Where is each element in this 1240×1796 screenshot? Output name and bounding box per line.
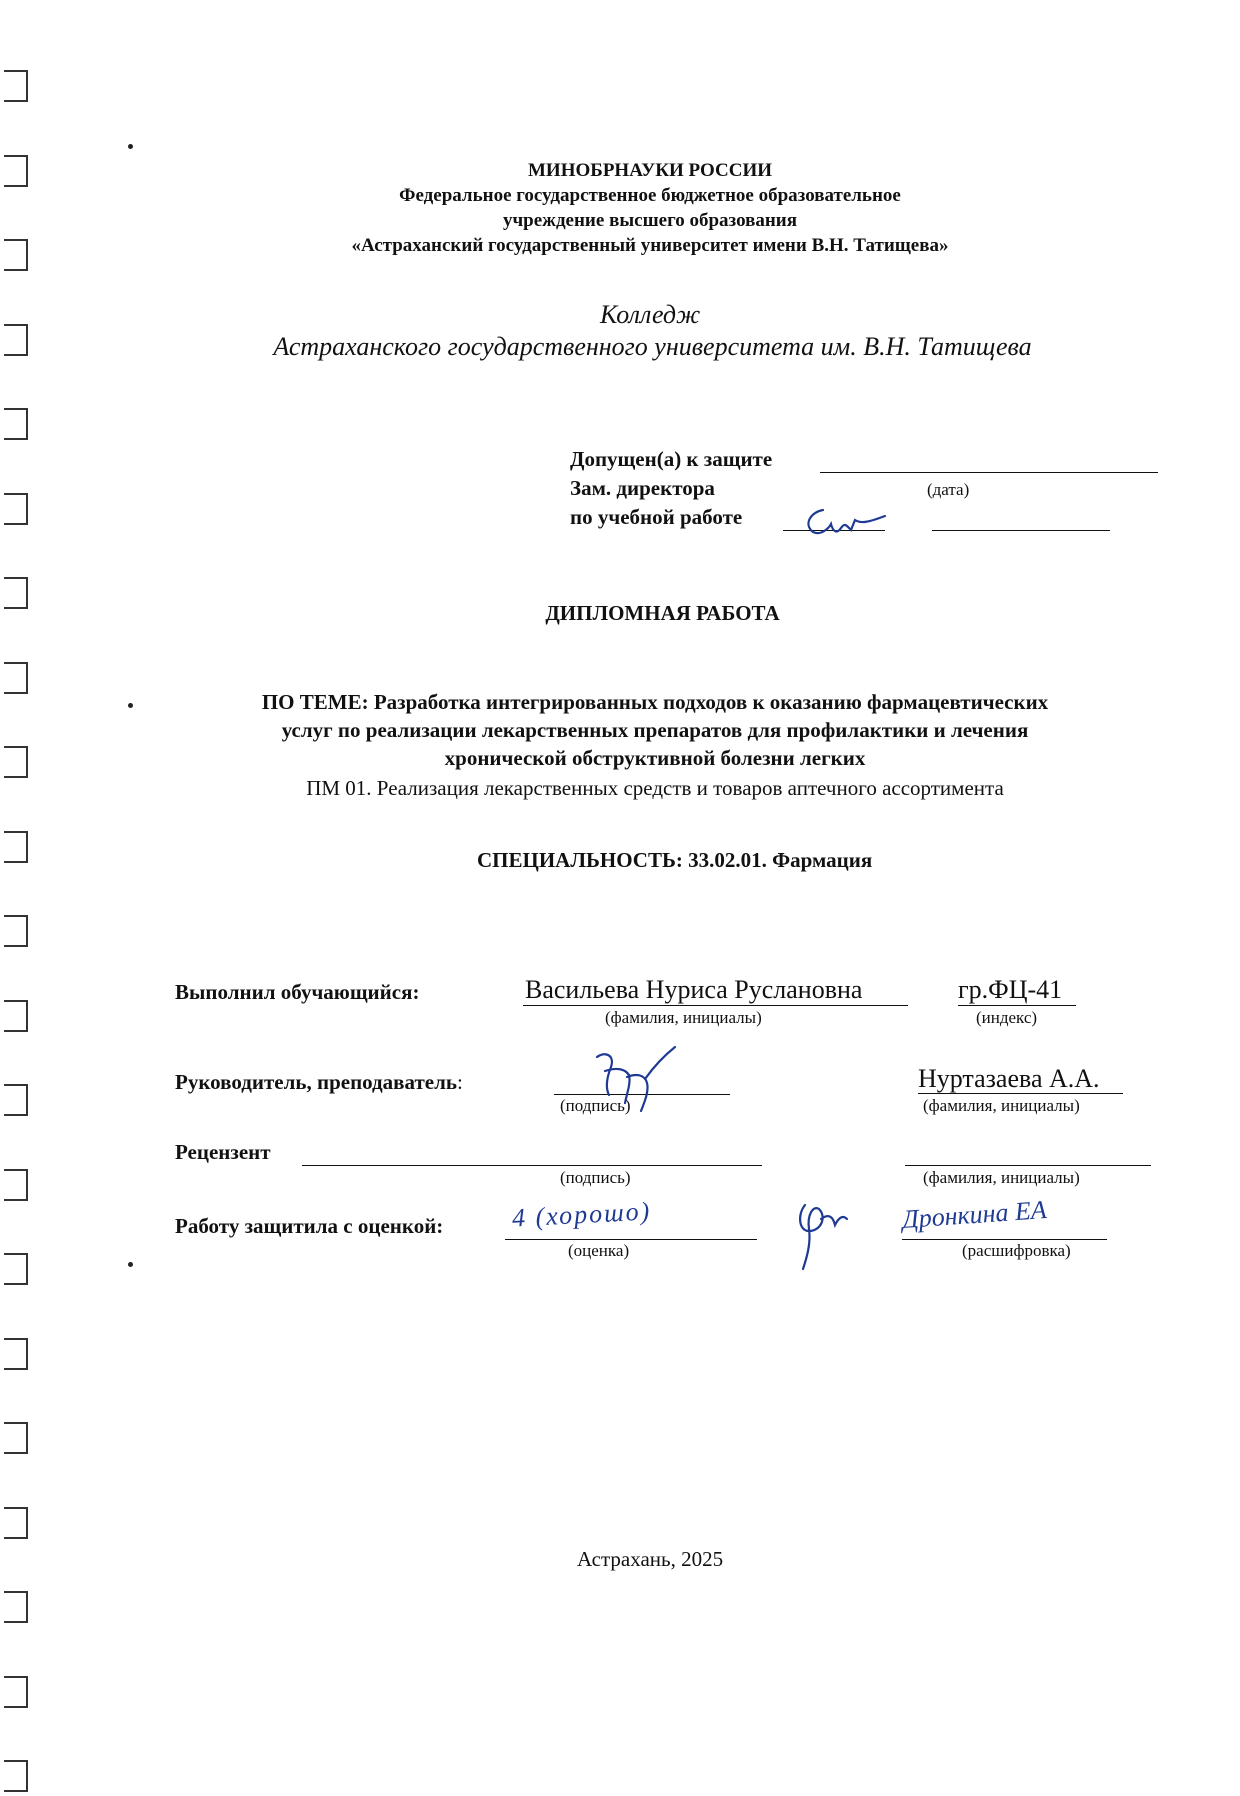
admitted-line <box>820 472 1158 473</box>
defense-label: Работу защитила с оценкой: <box>175 1214 444 1238</box>
binding-mark <box>4 1750 34 1796</box>
topic-line-3: хронической обструктивной болезни легких <box>444 746 866 770</box>
defense-grade-handwritten: 4 (хорошо) <box>511 1196 652 1233</box>
supervisor-name: Нуртазаева А.А. <box>918 1064 1100 1093</box>
student-group: гр.ФЦ-41 <box>958 975 1063 1004</box>
student-group-line <box>958 1005 1076 1006</box>
binding-mark <box>4 1412 34 1458</box>
defense-decoding-caption: (расшифровка) <box>962 1241 1071 1260</box>
binding-mark <box>4 398 34 444</box>
binding-mark <box>4 905 34 951</box>
binding-mark <box>4 736 34 782</box>
student-label: Выполнил обучающийся: <box>175 980 420 1004</box>
reviewer-name-line <box>905 1165 1151 1166</box>
binding-mark <box>4 1243 34 1289</box>
university-name: «Астраханский государственный университет имени В.Н. Татищева» <box>351 235 949 256</box>
punch-dot <box>128 703 133 708</box>
date-caption: (дата) <box>927 480 970 499</box>
punch-dot <box>128 1262 133 1267</box>
examiner-signature <box>785 1195 855 1275</box>
binding-edge <box>0 0 40 1754</box>
academic-label: по учебной работе <box>570 505 743 529</box>
binding-mark <box>4 821 34 867</box>
ministry-title: МИНОБРНАУКИ РОССИИ <box>527 160 773 181</box>
reviewer-signature-line <box>302 1165 762 1166</box>
reviewer-signature-caption: (подпись) <box>560 1168 631 1187</box>
admitted-label: Допущен(а) к защите <box>570 447 773 471</box>
student-name-line <box>523 1005 908 1006</box>
binding-mark <box>4 1497 34 1543</box>
binding-mark <box>4 145 34 191</box>
supervisor-name-line <box>918 1093 1123 1094</box>
defense-decoding-handwritten: Дронкина ЕА <box>901 1194 1048 1235</box>
supervisor-signature-caption: (подпись) <box>560 1096 631 1115</box>
document-type: ДИПЛОМНАЯ РАБОТА <box>545 601 780 625</box>
college-line-2: Астраханского государственного университета им. В.Н. Татищева <box>273 332 1032 361</box>
college-line-1: Колледж <box>600 300 701 329</box>
topic-line-1: ПО ТЕМЕ: Разработка интегрированных подходов к оказанию фармацевтических <box>261 690 1049 714</box>
supervisor-name-caption: (фамилия, инициалы) <box>923 1096 1080 1115</box>
binding-mark <box>4 1074 34 1120</box>
date-line <box>932 530 1110 531</box>
student-name-caption: (фамилия, инициалы) <box>605 1008 762 1027</box>
defense-grade-line <box>505 1239 757 1240</box>
binding-mark <box>4 567 34 613</box>
reviewer-name-caption: (фамилия, инициалы) <box>923 1168 1080 1187</box>
defense-grade-caption: (оценка) <box>568 1241 630 1260</box>
reviewer-label: Рецензент <box>175 1140 271 1164</box>
student-name: Васильева Нуриса Руслановна <box>525 975 863 1004</box>
binding-mark <box>4 60 34 106</box>
binding-mark <box>4 314 34 360</box>
org-line-2: учреждение высшего образования <box>502 210 798 231</box>
student-group-caption: (индекс) <box>976 1008 1038 1027</box>
binding-mark <box>4 229 34 275</box>
defense-decoding-line <box>902 1239 1107 1240</box>
binding-mark <box>4 483 34 529</box>
city-year: Астрахань, 2025 <box>577 1547 724 1571</box>
punch-dot <box>128 144 133 149</box>
binding-mark <box>4 1581 34 1627</box>
binding-mark <box>4 1328 34 1374</box>
deputy-signature <box>795 498 895 543</box>
binding-mark <box>4 1159 34 1205</box>
supervisor-label: Руководитель, преподаватель: <box>175 1070 463 1094</box>
org-line-1: Федеральное государственное бюджетное образовательное <box>399 185 901 206</box>
binding-mark <box>4 990 34 1036</box>
topic-line-2: услуг по реализации лекарственных препаратов для профилактики и лечения <box>281 718 1029 742</box>
deputy-label: Зам. директора <box>570 476 715 500</box>
binding-mark <box>4 652 34 698</box>
module-line: ПМ 01. Реализация лекарственных средств и товаров аптечного ассортимента <box>306 776 1004 800</box>
binding-mark <box>4 1666 34 1712</box>
specialty: СПЕЦИАЛЬНОСТЬ: 33.02.01. Фармация <box>477 848 873 872</box>
